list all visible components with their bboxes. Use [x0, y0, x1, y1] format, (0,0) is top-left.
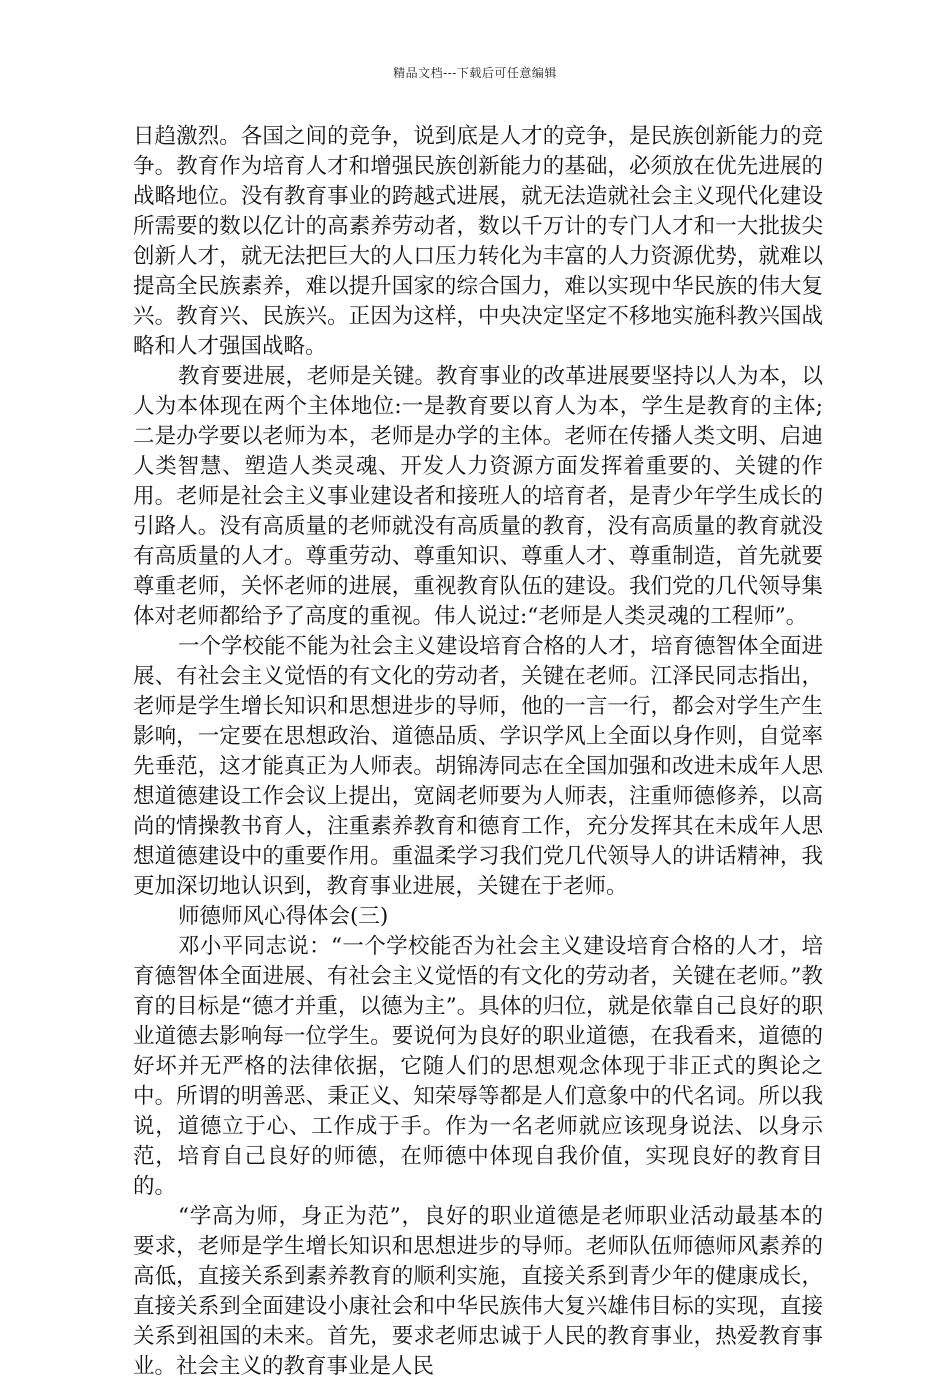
- page-header: 精品文档---下载后可任意编辑: [393, 66, 557, 80]
- section-heading: 师德师风心得体会(三): [178, 904, 389, 929]
- paragraph-3: 一个学校能不能为社会主义建设培育合格的人才，培育德智体全面进展、有社会主义觉悟的有文化的劳动者，关键在老师。江泽民同志指出，老师是学生增长知识和思想进步的导师，他的一言一行，都会对学生产生影响，一定要在思想政治、道德品质、学识学风上全面以身作则，自觉率先垂范，这才能真正为人师表。胡锦涛同志在全国加强和改进未成年人思想道德建设工作会议上提出，宽阔老师要为人师表，注重师德修养，以高尚的情操教书育人，注重素养教育和德育工作，充分发挥其在未成年人思想道德建设中的重要作用。重温柔学习我们党几代领导人的讲话精神，我更加深切地认识到，教育事业进展，关键在于老师。: [133, 634, 824, 899]
- paragraph-2: 教育要进展，老师是关键。教育事业的改革进展要坚持以人为本，以人为本体现在两个主体地位:一是教育要以育人为本，学生是教育的主体;二是办学要以老师为本，老师是办学的主体。老师在传播人类文明、启迪人类智慧、塑造人类灵魂、开发人力资源方面发挥着重要的、关键的作用。老师是社会主义事业建设者和接班人的培育者，是青少年学生成长的引路人。没有高质量的老师就没有高质量的教育，没有高质量的教育就没有高质量的人才。尊重劳动、尊重知识、尊重人才、尊重制造，首先就要尊重老师，关怀老师的进展，重视教育队伍的建设。我们党的几代领导集体对老师都给予了高度的重视。伟人说过:“老师是人类灵魂的工程师”。: [133, 364, 824, 629]
- section-paragraph-2: “学高为师，身正为范”，良好的职业道德是老师职业活动最基本的要求，老师是学生增长知识和思想进步的导师。老师队伍师德师风素养的高低，直接关系到素养教育的顺利实施，直接关系到青少年的健康成长，直接关系到全面建设小康社会和中华民族伟大复兴雄伟目标的实现，直接关系到祖国的未来。首先，要求老师忠诚于人民的教育事业，热爱教育事业。社会主义的教育事业是人民: [133, 1204, 823, 1379]
- document-body: [133, 122, 823, 1382]
- paragraph-1: 日趋激烈。各国之间的竞争，说到底是人才的竞争，是民族创新能力的竞争。教育作为培育人才和增强民族创新能力的基础，必须放在优先进展的战略地位。没有教育事业的跨越式进展，就无法造就社会主义现代化建设所需要的数以亿计的高素养劳动者，数以千万计的专门人才和一大批拔尖创新人才，就无法把巨大的人口压力转化为丰富的人力资源优势，就难以提高全民族素养，难以提升国家的综合国力，难以实现中华民族的伟大复兴。教育兴、民族兴。正因为这样，中央决定坚定不移地实施科教兴国战略和人才强国战略。: [133, 124, 823, 359]
- section-paragraph-1: 邓小平同志说：“一个学校能否为社会主义建设培育合格的人才，培育德智体全面进展、有社会主义觉悟的有文化的劳动者，关键在老师。”教育的目标是“德才并重，以德为主”。具体的归位，就是依靠自己良好的职业道德去影响每一位学生。要说何为良好的职业道德，在我看来，道德的好坏并无严格的法律依据，它随人们的思想观念体现于非正式的舆论之中。所谓的明善恶、秉正义、知荣辱等都是人们意象中的代名词。所以我说，道德立于心、工作成于手。作为一名老师就应该现身说法、以身示范，培育自己良好的师德，在师德中体现自我价值，实现良好的教育目的。: [133, 934, 823, 1199]
